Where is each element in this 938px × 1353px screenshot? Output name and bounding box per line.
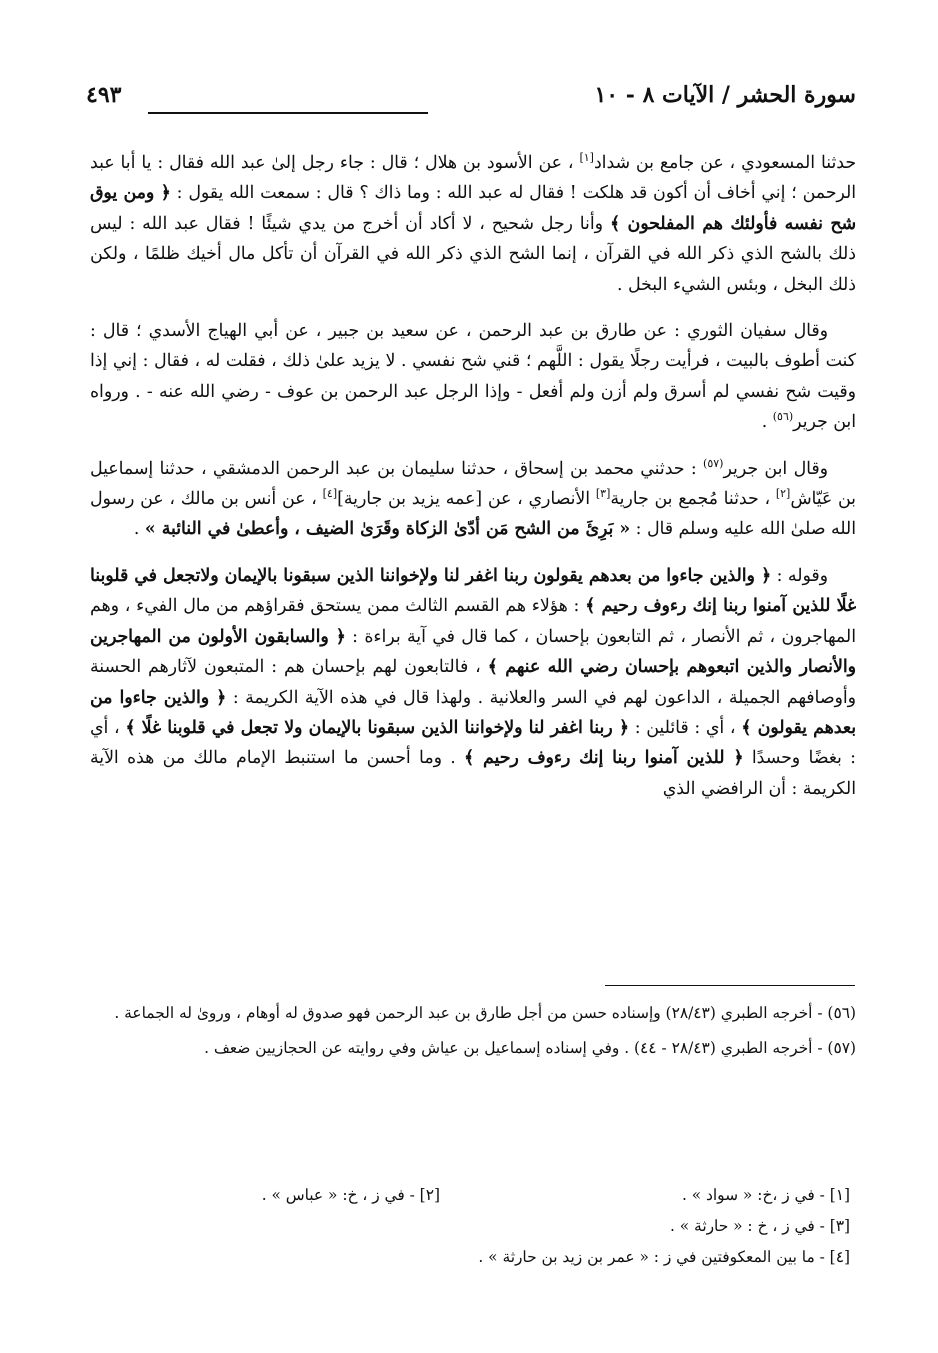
text-run: ، أي : بغضًا وحسدًا — [90, 717, 856, 769]
text-run: وقال ابن جرير — [723, 458, 828, 479]
variant-note: [٢] - في ز ، خ: « عباس » . — [261, 1186, 440, 1204]
text-run: وقال سفيان الثوري : عن طارق بن عبد الرحمن ، عن سعيد بن جبير ، عن أبي الهياج الأسدي ؛ قال : كنت أطوف بالبيت ، فرأيت رجلًا يقول : اللَّهم ؛ قني شح نفسي . لا يزيد علىٰ ذلك ، فقلت له ، فقال : إني إذا وقيت شح نفسي لم أسرق ولم أزن ولم أفعل - وإذا الرجل عبد الرحمن بن عوف - رضي الله عنه - . ورواه ابن جرير — [90, 321, 856, 433]
footnote: (٥٦) - أخرجه الطبري (٢٨/٤٣) وإسناده حسن من أجل طارق بن عبد الرحمن فهو صدوق له أوهام ، وروىٰ له الجماعة . — [114, 1004, 856, 1022]
manuscript-variants — [200, 1180, 850, 1273]
variant-row — [200, 1242, 850, 1273]
text-run: ، حدثنا مُجمع بن جارية — [610, 489, 776, 510]
variant-row — [200, 1211, 850, 1242]
text-run: وقوله : — [771, 565, 828, 586]
hadith-quote: « بَرِئَ من الشح مَن أدّىٰ الزكاة وقَرَىٰ الضيف ، وأعطىٰ في النائبة » — [144, 519, 631, 540]
quran-quote: ﴿ ومن يوق شح نفسه فأولئك هم المفلحون ﴾ — [90, 183, 857, 234]
paragraph — [90, 148, 856, 300]
text-run: وأنا رجل شحيح ، لا أكاد أن أخرج من يدي شيئًا ! فقال عبد الله : ليس ذلك بالشح الذي ذكر الله في القرآن ، إنما الشح الذي ذكر الله في القرآن أن تأكل مال أخيك ظلمًا ، ولكن ذلك البخل ، وبئس الشيء البخل . — [90, 213, 856, 295]
footnote-rule — [605, 985, 855, 986]
variant-marker: [٣] — [595, 487, 611, 501]
quran-quote: ﴿ والسابقون الأولون من المهاجرين والأنصار والذين اتبعوهم بإحسان رضي الله عنهم ﴾ — [90, 626, 856, 678]
quran-quote: ﴿ والذين جاءوا من بعدهم يقولون ﴾ — [90, 687, 856, 738]
quran-quote: ﴿ والذين جاءوا من بعدهم يقولون ربنا اغفر لنا ولإخواننا الذين سبقونا بالإيمان ولاتجعل في قلوبنا غلًا للذين آمنوا ربنا إنك رءوف رحيم ﴾ — [90, 565, 856, 617]
paragraph — [90, 316, 856, 438]
page-header — [86, 82, 856, 122]
text-run: . وما أحسن ما استنبط الإمام مالك من هذه الآية الكريمة : أن الرافضي الذي — [90, 748, 856, 799]
footnotes — [90, 1000, 856, 1070]
text-run: ، عن أنس بن مالك ، عن رسول الله صلىٰ الله عليه وسلم قال : — [90, 489, 856, 540]
variant-marker: [٤] — [322, 487, 338, 501]
text-run: حدثنا المسعودي ، عن جامع بن شداد — [593, 153, 857, 173]
text-run: ، فالتابعون لهم بإحسان هم : المتبعون لآثارهم الحسنة وأوصافهم الجميلة ، الداعون لهم في السر والعلانية . ولهذا قال في هذه الآية الكريمة : — [90, 657, 856, 708]
variant-marker: [٢] — [775, 487, 791, 501]
text-run: . — [133, 519, 145, 540]
variant-note: [١] - في ز ،خ: « سواد » . — [681, 1186, 850, 1204]
text-run: : حدثني محمد بن إسحاق ، حدثنا سليمان بن عبد الرحمن الدمشقي ، حدثنا إسماعيل بن عَيّاش — [90, 458, 856, 510]
quran-quote: ﴿ ربنا اغفر لنا ولإخواننا الذين سبقونا بالإيمان ولا تجعل في قلوبنا غلًا ﴾ — [125, 717, 629, 738]
variant-marker: [١] — [579, 151, 594, 165]
paragraph — [90, 454, 856, 545]
text-run: . — [761, 412, 773, 433]
page-number: ٤٩٣ — [86, 82, 122, 108]
running-title: سورة الحشر / الآيات ٨ - ١٠ — [594, 82, 856, 108]
footnote-marker: (٥٧) — [703, 456, 724, 470]
footnote: (٥٧) - أخرجه الطبري (٢٨/٤٣ - ٤٤) . وفي إسناده إسماعيل بن عياش وفي روايته عن الحجازيين ضعف . — [204, 1039, 856, 1057]
text-run: الأنصاري ، عن [عمه يزيد بن جارية] — [337, 489, 596, 510]
text-run: ، أي : قائلين : — [629, 717, 742, 738]
text-run: ، عن الأسود بن هلال ؛ قال : جاء رجل إلىٰ عبد الله فقال : يا أبا عبد الرحمن ؛ إني أخاف أن أكون قد هلكت ! فقال له عبد الله : وما ذاك ؟ قال : سمعت الله يقول : — [90, 153, 857, 204]
footnote-marker: (٥٦) — [772, 410, 794, 424]
text-run: : هؤلاء هم القسم الثالث ممن يستحق فقراؤهم من مال الفيء ، وهم المهاجرون ، ثم الأنصار ، ثم التابعون بإحسان ، كما قال في آية براءة : — [90, 596, 856, 647]
variant-row — [200, 1180, 850, 1211]
main-text — [90, 148, 856, 820]
header-rule — [148, 112, 428, 114]
paragraph — [90, 561, 856, 804]
variant-note: [٤] - ما بين المعكوفتين في ز : « عمر بن زيد بن حارثة » . — [478, 1248, 850, 1266]
variant-note: [٣] - في ز ، خ : « حارثة » . — [669, 1217, 850, 1235]
quran-quote: ﴿ للذين آمنوا ربنا إنك رءوف رحيم ﴾ — [464, 748, 744, 769]
